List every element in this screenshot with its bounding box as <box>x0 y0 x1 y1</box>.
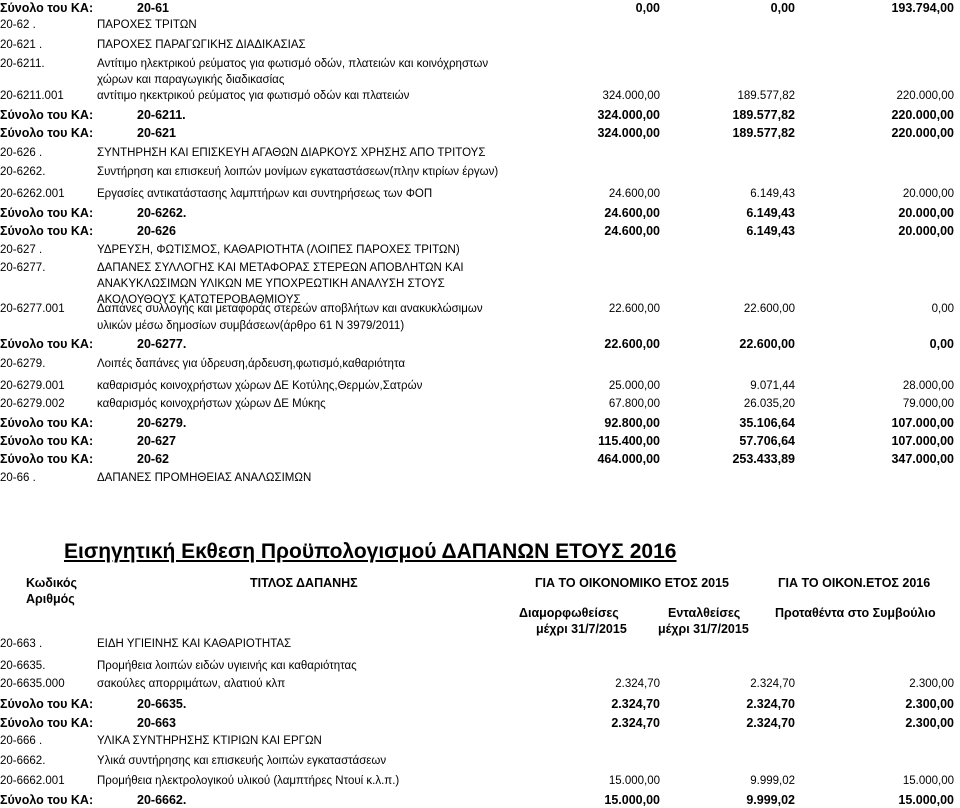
account-description: ΠΑΡΟΧΕΣ ΤΡΙΤΩΝ <box>97 19 197 31</box>
account-code: 20-6277.001 <box>0 303 65 315</box>
table-row <box>0 88 960 104</box>
total-row <box>0 107 960 123</box>
account-code: 20-6262.001 <box>0 188 65 200</box>
account-code: 20-6635.000 <box>0 678 65 690</box>
value-formed: 2.324,70 <box>611 716 660 730</box>
account-code: 20-6211.001 <box>0 90 64 102</box>
account-code: 20-6279.002 <box>0 398 65 410</box>
account-code: 20-621 . <box>0 39 43 51</box>
value-ordered: 189.577,82 <box>732 126 795 140</box>
account-description: Συντήρηση και επισκευή λοιπών μονίμων εγκαταστάσεων(πλην κτιρίων έργων) <box>97 166 499 178</box>
table-row <box>0 72 960 88</box>
value-proposed: 107.000,00 <box>891 434 954 448</box>
header-fiscal-year: ΓΙΑ ΤΟ ΟΙΚΟΝΟΜΙΚΟ ΕΤΟΣ 2015 <box>535 576 730 590</box>
account-description: υλικών μέσω δημοσίων συμβάσεων(άρθρο 61 Ν 3979/2011) <box>97 320 405 332</box>
value-proposed: 107.000,00 <box>891 416 954 430</box>
account-code: 20-627 . <box>0 244 43 256</box>
total-label: Σύνολο του ΚΑ: <box>0 793 94 807</box>
header-formed-line2: μέχρι 31/7/2015 <box>536 622 627 636</box>
account-code: 20-62 <box>137 452 169 466</box>
value-proposed: 0,00 <box>929 337 954 351</box>
account-code: 20-621 <box>137 126 176 140</box>
table-row <box>0 733 960 749</box>
total-row <box>0 125 960 141</box>
value-formed: 115.400,00 <box>598 434 660 448</box>
account-description: ΕΙΔΗ ΥΓΙΕΙΝΗΣ ΚΑΙ ΚΑΘΑΡΙΟΤΗΤΑΣ <box>97 638 292 650</box>
total-label: Σύνολο του ΚΑ: <box>0 1 94 15</box>
table-row <box>0 164 960 180</box>
table-row <box>0 396 960 412</box>
value-ordered: 189.577,82 <box>737 90 795 102</box>
value-ordered: 57.706,64 <box>739 434 795 448</box>
account-description: καθαρισμός κοινοχρήστων χώρων ΔΕ Μύκης <box>97 398 326 410</box>
account-description: Υλικά συντήρησης και επισκευής λοιπών εγκαταστάσεων <box>97 755 387 767</box>
value-ordered: 26.035,20 <box>743 398 795 410</box>
account-code: 20-6635. <box>137 697 187 711</box>
header-ordered-line2: μέχρι 31/7/2015 <box>658 622 749 636</box>
value-proposed: 20.000,00 <box>898 206 954 220</box>
value-ordered: 9.071,44 <box>750 380 795 392</box>
header-code-line2: Αριθμός <box>26 592 75 606</box>
total-label: Σύνολο του ΚΑ: <box>0 337 94 351</box>
account-code: 20-62 . <box>0 19 36 31</box>
report-title: Εισηγητική Εκθεση Προϋπολογισμού ΔΑΠΑΝΩΝ ΕΤΟΥΣ 2016 <box>64 540 677 563</box>
value-formed: 24.600,00 <box>608 188 660 200</box>
total-label: Σύνολο του ΚΑ: <box>0 416 94 430</box>
table-row <box>0 145 960 161</box>
value-ordered: 35.106,64 <box>739 416 795 430</box>
value-ordered: 22.600,00 <box>743 303 795 315</box>
table-row <box>0 753 960 769</box>
value-ordered: 2.324,70 <box>746 697 795 711</box>
value-formed: 464.000,00 <box>597 452 660 466</box>
value-ordered: 2.324,70 <box>750 678 795 690</box>
table-row <box>0 318 960 334</box>
value-formed: 22.600,00 <box>608 303 660 315</box>
header-formed-line1: Διαμορφωθείσες <box>519 606 619 620</box>
header-proposed: Προταθέντα στο Συμβούλιο <box>775 606 936 620</box>
account-description: ΠΑΡΟΧΕΣ ΠΑΡΑΓΩΓΙΚΗΣ ΔΙΑΔΙΚΑΣΙΑΣ <box>97 39 306 51</box>
value-formed: 324.000,00 <box>597 126 660 140</box>
header-expense-title: ΤΙΤΛΟΣ ΔΑΠΑΝΗΣ <box>250 576 358 590</box>
table-row <box>0 56 960 72</box>
value-proposed: 220.000,00 <box>891 126 954 140</box>
value-ordered: 2.324,70 <box>746 716 795 730</box>
header-ordered-line1: Ενταλθείσες <box>668 606 741 620</box>
value-formed: 15.000,00 <box>608 775 660 787</box>
account-description: ΥΛΙΚΑ ΣΥΝΤΗΡΗΣΗΣ ΚΤΙΡΙΩΝ ΚΑΙ ΕΡΓΩΝ <box>97 735 322 747</box>
value-proposed: 347.000,00 <box>891 452 954 466</box>
account-code: 20-666 . <box>0 735 43 747</box>
value-formed: 324.000,00 <box>597 108 660 122</box>
account-description: Προμήθεια λοιπών ειδών υγιεινής και καθαριότητας <box>97 660 357 672</box>
value-proposed: 20.000,00 <box>902 188 954 200</box>
account-description: Προμήθεια ηλεκτρολογικού υλικού (λαμπτήρες Ντουί κ.λ.π.) <box>97 775 400 787</box>
value-formed: 22.600,00 <box>604 337 660 351</box>
value-ordered: 6.149,43 <box>750 188 795 200</box>
value-formed: 324.000,00 <box>602 90 660 102</box>
value-proposed: 20.000,00 <box>898 224 954 238</box>
account-code: 20-6277. <box>137 337 187 351</box>
value-formed: 25.000,00 <box>608 380 660 392</box>
account-description: Δαπάνες συλλογής και μεταφοράς στερεών αποβλήτων και ανακυκλώσιμων <box>97 303 483 315</box>
value-proposed: 2.300,00 <box>909 678 954 690</box>
table-row <box>0 186 960 202</box>
total-row <box>0 696 960 712</box>
total-label: Σύνολο του ΚΑ: <box>0 697 94 711</box>
header-next-year: ΓΙΑ ΤΟ ΟΙΚΟΝ.ΕΤΟΣ 2016 <box>778 576 931 590</box>
value-proposed: 193.794,00 <box>891 1 954 15</box>
table-row <box>0 276 960 292</box>
value-proposed: 220.000,00 <box>891 108 954 122</box>
account-code: 20-627 <box>137 434 176 448</box>
value-formed: 0,00 <box>635 1 660 15</box>
table-row <box>0 260 960 276</box>
account-description: ΥΔΡΕΥΣΗ, ΦΩΤΙΣΜΟΣ, ΚΑΘΑΡΙΟΤΗΤΑ (ΛΟΙΠΕΣ ΠΑΡΟΧΕΣ ΤΡΙΤΩΝ) <box>97 244 460 256</box>
value-formed: 2.324,70 <box>611 697 660 711</box>
total-row <box>0 223 960 239</box>
total-label: Σύνολο του ΚΑ: <box>0 452 94 466</box>
table-row <box>0 242 960 258</box>
value-proposed: 2.300,00 <box>905 697 954 711</box>
account-description: αντίτιμο ηκεκτρικού ρεύματος για φωτισμό οδών και πλατειών <box>97 90 410 102</box>
account-code: 20-61 <box>137 1 169 15</box>
value-ordered: 6.149,43 <box>746 206 795 220</box>
account-code: 20-6279. <box>0 358 46 370</box>
account-code: 20-6211. <box>137 108 186 122</box>
total-row <box>0 0 960 16</box>
value-proposed: 28.000,00 <box>902 380 954 392</box>
account-description: ΑΝΑΚΥΚΛΩΣΙΜΩΝ ΥΛΙΚΩΝ ΜΕ ΥΠΟΧΡΕΩΤΙΚΗ ΑΝΑΛΥΣΗ ΣΤΟΥΣ <box>97 278 445 290</box>
account-description: χώρων και παραγωγικής διαδικασίας <box>97 74 285 86</box>
table-row <box>0 773 960 789</box>
account-code: 20-6662. <box>137 793 187 807</box>
account-description: Εργασίες αντικατάστασης λαμπτήρων και συντηρήσεως των ΦΟΠ <box>97 188 433 200</box>
table-row <box>0 17 960 33</box>
value-formed: 92.800,00 <box>604 416 660 430</box>
total-label: Σύνολο του ΚΑ: <box>0 224 94 238</box>
value-ordered: 253.433,89 <box>732 452 795 466</box>
value-proposed: 15.000,00 <box>898 793 954 807</box>
value-ordered: 6.149,43 <box>746 224 795 238</box>
table-row <box>0 658 960 674</box>
account-code: 20-6279.001 <box>0 380 65 392</box>
total-row <box>0 451 960 467</box>
account-description: ΣΥΝΤΗΡΗΣΗ ΚΑΙ ΕΠΙΣΚΕΥΗ ΑΓΑΘΩΝ ΔΙΑΡΚΟΥΣ ΧΡΗΣΗΣ ΑΠΟ ΤΡΙΤΟΥΣ <box>97 147 486 159</box>
value-formed: 2.324,70 <box>615 678 660 690</box>
value-proposed: 2.300,00 <box>905 716 954 730</box>
table-row <box>0 301 960 317</box>
table-row <box>0 636 960 652</box>
total-label: Σύνολο του ΚΑ: <box>0 206 94 220</box>
value-formed: 67.800,00 <box>608 398 660 410</box>
value-formed: 24.600,00 <box>604 224 660 238</box>
value-ordered: 9.999,02 <box>746 793 795 807</box>
table-row <box>0 378 960 394</box>
value-proposed: 79.000,00 <box>902 398 954 410</box>
value-ordered: 22.600,00 <box>739 337 795 351</box>
account-description: ΔΑΠΑΝΕΣ ΠΡΟΜΗΘΕΙΑΣ ΑΝΑΛΩΣΙΜΩΝ <box>97 472 312 484</box>
value-proposed: 220.000,00 <box>896 90 954 102</box>
total-label: Σύνολο του ΚΑ: <box>0 716 94 730</box>
account-code: 20-66 . <box>0 472 36 484</box>
value-ordered: 189.577,82 <box>732 108 795 122</box>
account-code: 20-626 <box>137 224 176 238</box>
total-label: Σύνολο του ΚΑ: <box>0 108 94 122</box>
account-code: 20-663 <box>137 716 176 730</box>
account-description: καθαρισμός κοινοχρήστων χώρων ΔΕ Κοτύλης,Θερμών,Σατρών <box>97 380 423 392</box>
value-ordered: 9.999,02 <box>750 775 795 787</box>
account-description: Αντίτιμο ηλεκτρικού ρεύματος για φωτισμό οδών, πλατειών και κοινόχρηστων <box>97 58 489 70</box>
total-label: Σύνολο του ΚΑ: <box>0 126 94 140</box>
account-description: ΔΑΠΑΝΕΣ ΣΥΛΛΟΓΗΣ ΚΑΙ ΜΕΤΑΦΟΡΑΣ ΣΤΕΡΕΩΝ ΑΠΟΒΛΗΤΩΝ ΚΑΙ <box>97 262 464 274</box>
table-row <box>0 37 960 53</box>
total-row <box>0 433 960 449</box>
account-description: σακούλες απορριμάτων, αλατιού κλπ <box>97 678 286 690</box>
account-code: 20-6279. <box>137 416 187 430</box>
account-code: 20-663 . <box>0 638 43 650</box>
value-proposed: 0,00 <box>931 303 954 315</box>
account-code: 20-6635. <box>0 660 46 672</box>
account-code: 20-6662.001 <box>0 775 65 787</box>
value-ordered: 0,00 <box>770 1 795 15</box>
total-row <box>0 415 960 431</box>
account-code: 20-626 . <box>0 147 43 159</box>
total-row <box>0 792 960 808</box>
table-row <box>0 676 960 692</box>
value-formed: 15.000,00 <box>604 793 660 807</box>
account-code: 20-6211. <box>0 58 45 70</box>
value-formed: 24.600,00 <box>604 206 660 220</box>
account-code: 20-6662. <box>0 755 46 767</box>
total-label: Σύνολο του ΚΑ: <box>0 434 94 448</box>
total-row <box>0 715 960 731</box>
account-code: 20-6262. <box>137 206 187 220</box>
account-code: 20-6262. <box>0 166 46 178</box>
value-proposed: 15.000,00 <box>902 775 954 787</box>
table-row <box>0 356 960 372</box>
account-code: 20-6277. <box>0 262 46 274</box>
total-row <box>0 336 960 352</box>
total-row <box>0 205 960 221</box>
header-code-line1: Κωδικός <box>26 576 78 590</box>
account-description: ΑΚΟΛΟΥΘΟΥΣ ΚΑΤΩΤΕΡΟΒΑΘΜΙΟΥΣ <box>97 294 301 306</box>
table-row <box>0 470 960 486</box>
account-description: Λοιπές δαπάνες για ύδρευση,άρδευση,φωτισμό,καθαριότητα <box>97 358 405 370</box>
